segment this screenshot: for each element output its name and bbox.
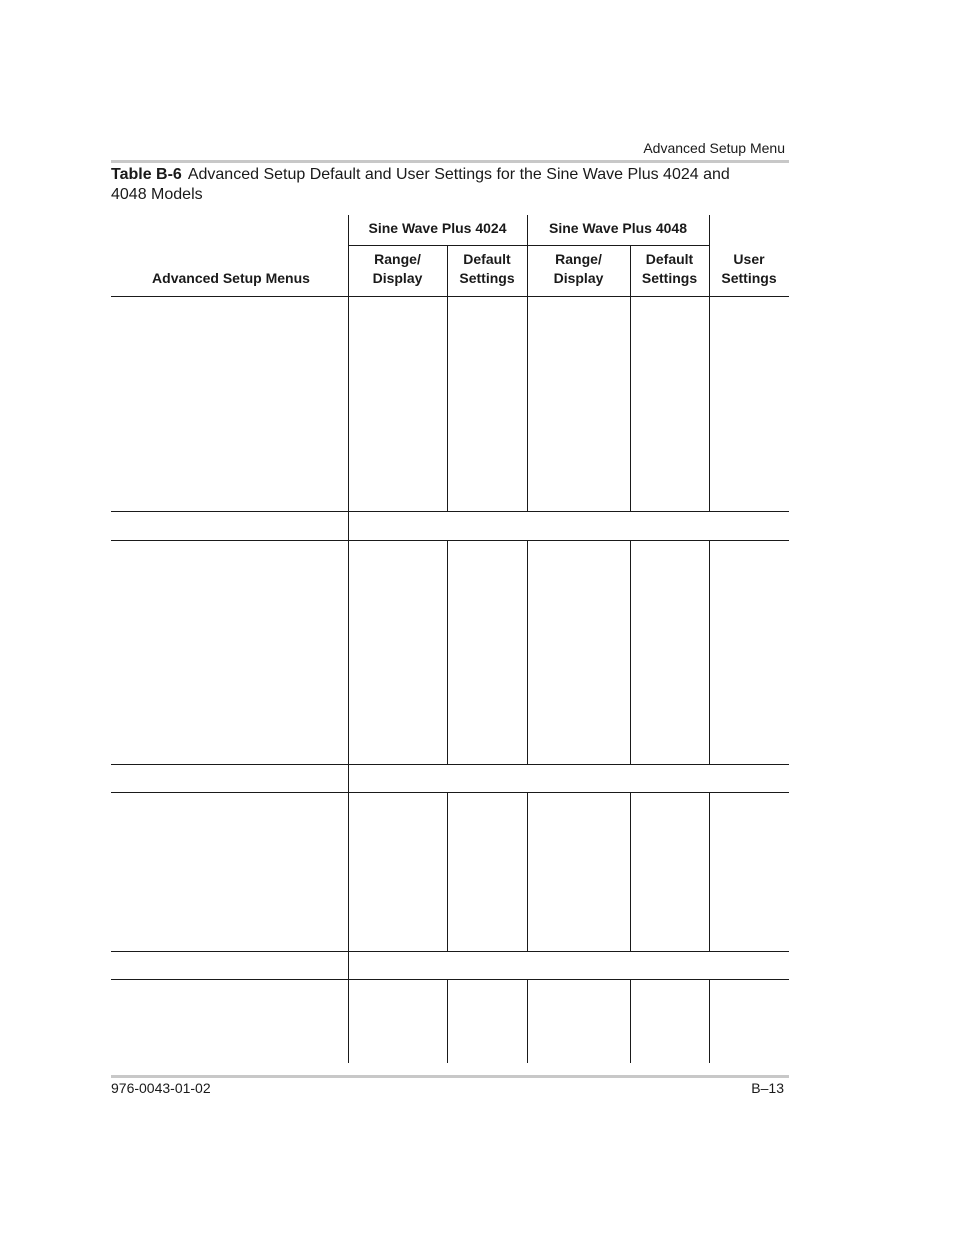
top-rule <box>111 160 789 163</box>
row1-divider-d <box>709 296 710 511</box>
rule-band-3-bottom <box>111 979 789 980</box>
row3-divider-d <box>709 792 710 951</box>
footer-page-number: B–13 <box>751 1080 784 1096</box>
caption-label: Table B-6 <box>111 166 182 183</box>
header-default-settings-4024: Default Settings <box>459 251 515 286</box>
row1-divider-a <box>447 296 448 511</box>
col-divider-default-4024-header <box>447 245 448 296</box>
header-group-4024: Sine Wave Plus 4024 <box>368 220 507 236</box>
row4-divider-b <box>527 979 528 1063</box>
row2-divider-b <box>527 540 528 764</box>
running-header: Advanced Setup Menu <box>643 140 785 156</box>
row3-divider-c <box>630 792 631 951</box>
footer-doc-number: 976-0043-01-02 <box>111 1080 211 1096</box>
header-advanced-setup-menus: Advanced Setup Menus <box>152 270 310 286</box>
col-divider-groups-header <box>527 215 528 296</box>
rule-band-1-bottom <box>111 540 789 541</box>
header-group-4048: Sine Wave Plus 4048 <box>549 220 687 236</box>
col-divider-user-header <box>709 215 710 296</box>
row2-divider-a <box>447 540 448 764</box>
rule-row-1-bottom <box>111 511 789 512</box>
bottom-rule <box>111 1075 789 1078</box>
col-divider-default-4048-header <box>630 245 631 296</box>
rule-group-bottom <box>348 245 709 246</box>
row3-divider-b <box>527 792 528 951</box>
rule-band-2-bottom <box>111 792 789 793</box>
header-range-display-4024: Range/ Display <box>372 251 423 286</box>
rule-row-3-bottom <box>111 951 789 952</box>
row1-divider-b <box>527 296 528 511</box>
table-caption <box>111 165 751 205</box>
row2-divider-c <box>630 540 631 764</box>
header-user-settings: User Settings <box>721 251 777 286</box>
row3-divider-a <box>447 792 448 951</box>
caption-text: Advanced Setup Default and User Settings for the Sine Wave Plus 4024 and 4048 Models <box>111 166 730 203</box>
header-range-display-4048: Range/ Display <box>553 251 604 286</box>
rule-row-2-bottom <box>111 764 789 765</box>
row4-divider-a <box>447 979 448 1063</box>
rule-header-bottom <box>111 296 789 297</box>
row1-divider-c <box>630 296 631 511</box>
col-divider-menus <box>348 215 349 1063</box>
row2-divider-d <box>709 540 710 764</box>
settings-table <box>111 215 789 1063</box>
row4-divider-d <box>709 979 710 1063</box>
row4-divider-c <box>630 979 631 1063</box>
header-default-settings-4048: Default Settings <box>641 251 698 286</box>
